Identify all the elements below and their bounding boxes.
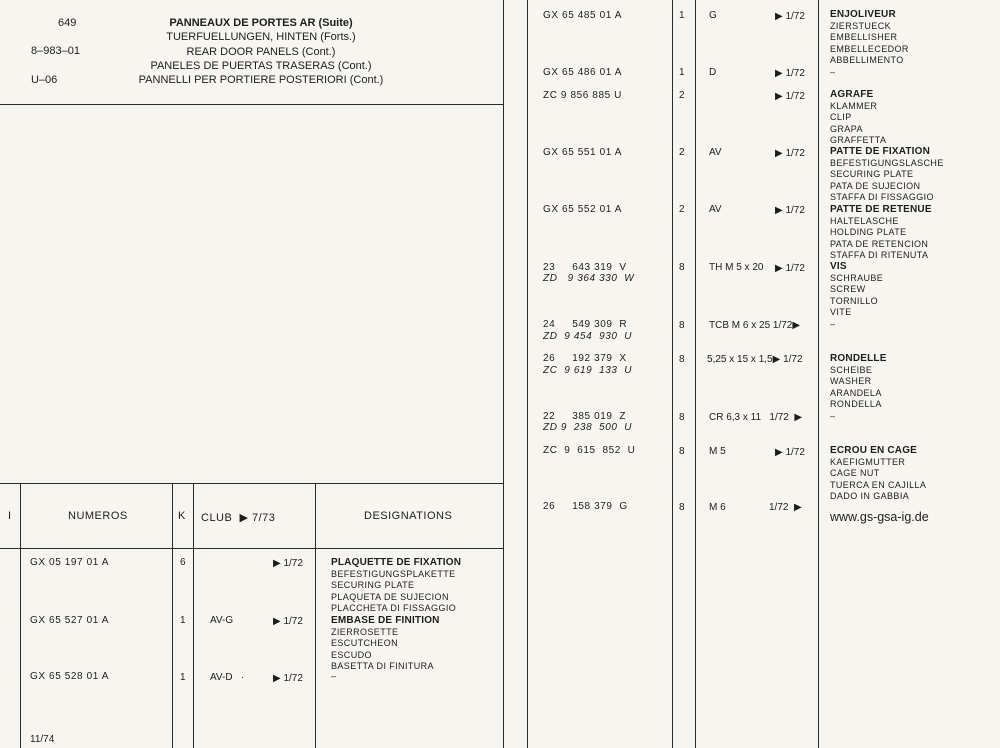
part-number-alt: ZC 9 619 133 U — [543, 365, 633, 376]
designation — [830, 411, 835, 423]
page-title-it: PANNELLI PER PORTIERE POSTERIORI (Cont.) — [138, 74, 384, 86]
quantity: 2 — [679, 147, 685, 158]
designation-de: ZIERSTUECK — [830, 20, 892, 31]
column-header-club: CLUB ▶ 7/73 — [201, 512, 276, 524]
designation-de: HALTELASCHE — [830, 215, 899, 226]
column-header-designations: DESIGNATIONS — [364, 510, 453, 522]
part-number-alt: ZD 9 238 500 U — [543, 422, 633, 433]
designation-en: EMBELLISHER — [830, 32, 898, 42]
designation-it: RONDELLA — [830, 399, 882, 409]
divider-left-page — [503, 0, 504, 748]
club-spec: AV-G — [210, 615, 234, 626]
designation-en: CLIP — [830, 112, 852, 122]
designation — [830, 261, 883, 319]
website-url[interactable]: www.gs-gsa-ig.de — [830, 510, 929, 524]
version-date: ▶ 1/72 — [273, 616, 303, 627]
quantity: 1 — [180, 672, 186, 683]
designation-it: VITE — [830, 307, 852, 317]
version-date: ▶ 1/72 — [775, 263, 805, 274]
designation-es: PLAQUETA DE SUJECION — [331, 591, 449, 602]
designation-fr: PLAQUETTE DE FIXATION — [331, 557, 462, 568]
designation-it: STAFFA DI RITENUTA — [830, 250, 929, 260]
col-sep — [20, 483, 21, 748]
club-spec: G — [709, 10, 717, 21]
designation-es: GRAPA — [830, 123, 863, 134]
part-number: GX 65 527 01 A — [30, 615, 110, 626]
header-rule — [0, 104, 504, 105]
footer-date: 11/74 — [30, 734, 55, 745]
quantity: 2 — [679, 90, 685, 101]
quantity: 6 — [180, 557, 186, 568]
version-date: 1/72 ▶ — [769, 502, 802, 513]
designation-de: KAEFIGMUTTER — [830, 456, 906, 467]
col-sep — [818, 0, 819, 748]
col-sep — [193, 483, 194, 748]
designation-es: PATA DE SUJECION — [830, 180, 921, 191]
designation-fr: EMBASE DE FINITION — [331, 615, 440, 626]
col-sep — [695, 0, 696, 748]
part-number: 22 385 019 Z — [543, 411, 627, 422]
designation-de: SCHRAUBE — [830, 272, 884, 283]
club-spec: AV — [709, 147, 722, 158]
part-number: GX 65 551 01 A — [543, 147, 623, 158]
col-sep — [672, 0, 673, 748]
club-spec: AV — [709, 204, 722, 215]
designation-fr: PATTE DE RETENUE — [830, 204, 932, 215]
designation-en: SECURING PLATE — [331, 580, 415, 590]
designation-fr: – — [331, 671, 337, 681]
designation-es: TORNILLO — [830, 295, 879, 306]
quantity: 8 — [679, 320, 685, 331]
column-header-k: K — [178, 510, 186, 522]
club-spec: M 6 — [709, 502, 726, 513]
designation — [830, 146, 944, 204]
club-spec: M 5 — [709, 446, 726, 457]
page-number: 649 — [58, 17, 77, 29]
quantity: 2 — [679, 204, 685, 215]
designation-en: HOLDING PLATE — [830, 227, 907, 237]
version-date: ▶ 1/72 — [775, 148, 805, 159]
quantity: 8 — [679, 502, 685, 513]
version-date: ▶ 1/72 — [775, 11, 805, 22]
club-spec: AV-D · — [210, 672, 245, 683]
version-date: ▶ 1/72 — [273, 673, 303, 684]
part-number: 26 192 379 X — [543, 353, 627, 364]
group-code: U–06 — [31, 74, 58, 86]
designation-fr: – — [830, 319, 836, 329]
designation-it: STAFFA DI FISSAGGIO — [830, 192, 934, 202]
version-date: ▶ 1/72 — [775, 205, 805, 216]
designation-fr: – — [830, 67, 836, 77]
part-number: 26 158 379 G — [543, 501, 628, 512]
designation-de: SCHEIBE — [830, 364, 873, 375]
club-spec: CR 6,3 x 11 1/72 ▶ — [709, 412, 803, 423]
designation-fr: RONDELLE — [830, 353, 887, 364]
quantity: 8 — [679, 354, 685, 365]
designation-fr: VIS — [830, 261, 847, 272]
designation — [331, 671, 336, 683]
designation — [830, 319, 835, 331]
col-sep — [315, 483, 316, 748]
club-spec: TH M 5 x 20 — [709, 262, 764, 273]
designation-it: PLACCHETA DI FISSAGGIO — [331, 603, 457, 613]
page-title-en: REAR DOOR PANELS (Cont.) — [186, 46, 336, 58]
designation-it: BASETTA DI FINITURA — [331, 661, 434, 671]
column-header-i: I — [8, 510, 12, 522]
designation — [830, 353, 887, 411]
designation-es: ESCUDO — [331, 649, 372, 660]
col-sep — [172, 483, 173, 748]
designation-de: ZIERROSETTE — [331, 626, 399, 637]
designation-en: CAGE NUT — [830, 468, 880, 478]
designation-en: WASHER — [830, 376, 872, 386]
designation-de: BEFESTIGUNGSPLAKETTE — [331, 568, 456, 579]
part-number: GX 05 197 01 A — [30, 557, 110, 568]
reference-number: 8–983–01 — [31, 45, 80, 57]
designation-de: KLAMMER — [830, 100, 878, 111]
part-number: 23 643 319 V — [543, 262, 627, 273]
version-date: ▶ 1/72 — [775, 91, 805, 102]
designation — [830, 9, 909, 67]
designation — [830, 89, 886, 147]
designation — [830, 67, 835, 79]
page-title-es: PANELES DE PUERTAS TRASERAS (Cont.) — [150, 60, 372, 72]
quantity: 8 — [679, 412, 685, 423]
version-date: ▶ 1/72 — [775, 447, 805, 458]
designation — [331, 557, 461, 615]
designation-fr: PATTE DE FIXATION — [830, 146, 931, 157]
club-spec: 5,25 x 15 x 1,5▶ 1/72 — [707, 354, 803, 365]
part-number: GX 65 486 01 A — [543, 67, 623, 78]
divider-right-page — [527, 0, 528, 748]
quantity: 1 — [679, 67, 685, 78]
designation-de: BEFESTIGUNGSLASCHE — [830, 157, 944, 168]
table-head-bottom-rule — [0, 548, 504, 549]
part-number-alt: ZD 9 454 930 U — [543, 331, 633, 342]
designation-es: PATA DE RETENCION — [830, 238, 929, 249]
table-head-top-rule — [0, 483, 504, 484]
part-number: ZC 9 615 852 U — [543, 445, 636, 456]
designation-fr: AGRAFE — [830, 89, 874, 100]
quantity: 1 — [679, 10, 685, 21]
designation — [830, 204, 932, 262]
designation-it: GRAFFETTA — [830, 135, 887, 145]
designation-en: SCREW — [830, 284, 866, 294]
designation-en: SECURING PLATE — [830, 169, 914, 179]
column-header-numeros: NUMEROS — [68, 510, 128, 522]
part-number: GX 65 528 01 A — [30, 671, 110, 682]
designation-es: EMBELLECEDOR — [830, 43, 909, 54]
part-number: GX 65 485 01 A — [543, 10, 623, 21]
designation — [830, 445, 926, 503]
quantity: 1 — [180, 615, 186, 626]
quantity: 8 — [679, 262, 685, 273]
designation-it: DADO IN GABBIA — [830, 491, 910, 501]
part-number: GX 65 552 01 A — [543, 204, 623, 215]
part-number: 24 549 309 R — [543, 319, 628, 330]
version-date: ▶ 1/72 — [273, 558, 303, 569]
designation-fr: ENJOLIVEUR — [830, 9, 896, 20]
part-number-alt: ZD 9 364 330 W — [543, 273, 635, 284]
designation-it: ABBELLIMENTO — [830, 55, 904, 65]
designation — [331, 615, 440, 673]
designation-fr: ECROU EN CAGE — [830, 445, 918, 456]
designation-es: TUERCA EN CAJILLA — [830, 479, 927, 490]
quantity: 8 — [679, 446, 685, 457]
club-spec: TCB M 6 x 25 1/72▶ — [709, 320, 801, 331]
page-title-de: TUERFUELLUNGEN, HINTEN (Forts.) — [166, 31, 356, 43]
designation-fr: – — [830, 411, 836, 421]
page-title-fr: PANNEAUX DE PORTES AR (Suite) — [169, 17, 353, 29]
designation-en: ESCUTCHEON — [331, 638, 399, 648]
version-date: ▶ 1/72 — [775, 68, 805, 79]
part-number: ZC 9 856 885 U — [543, 90, 622, 101]
club-spec: D — [709, 67, 717, 78]
designation-es: ARANDELA — [830, 387, 882, 398]
